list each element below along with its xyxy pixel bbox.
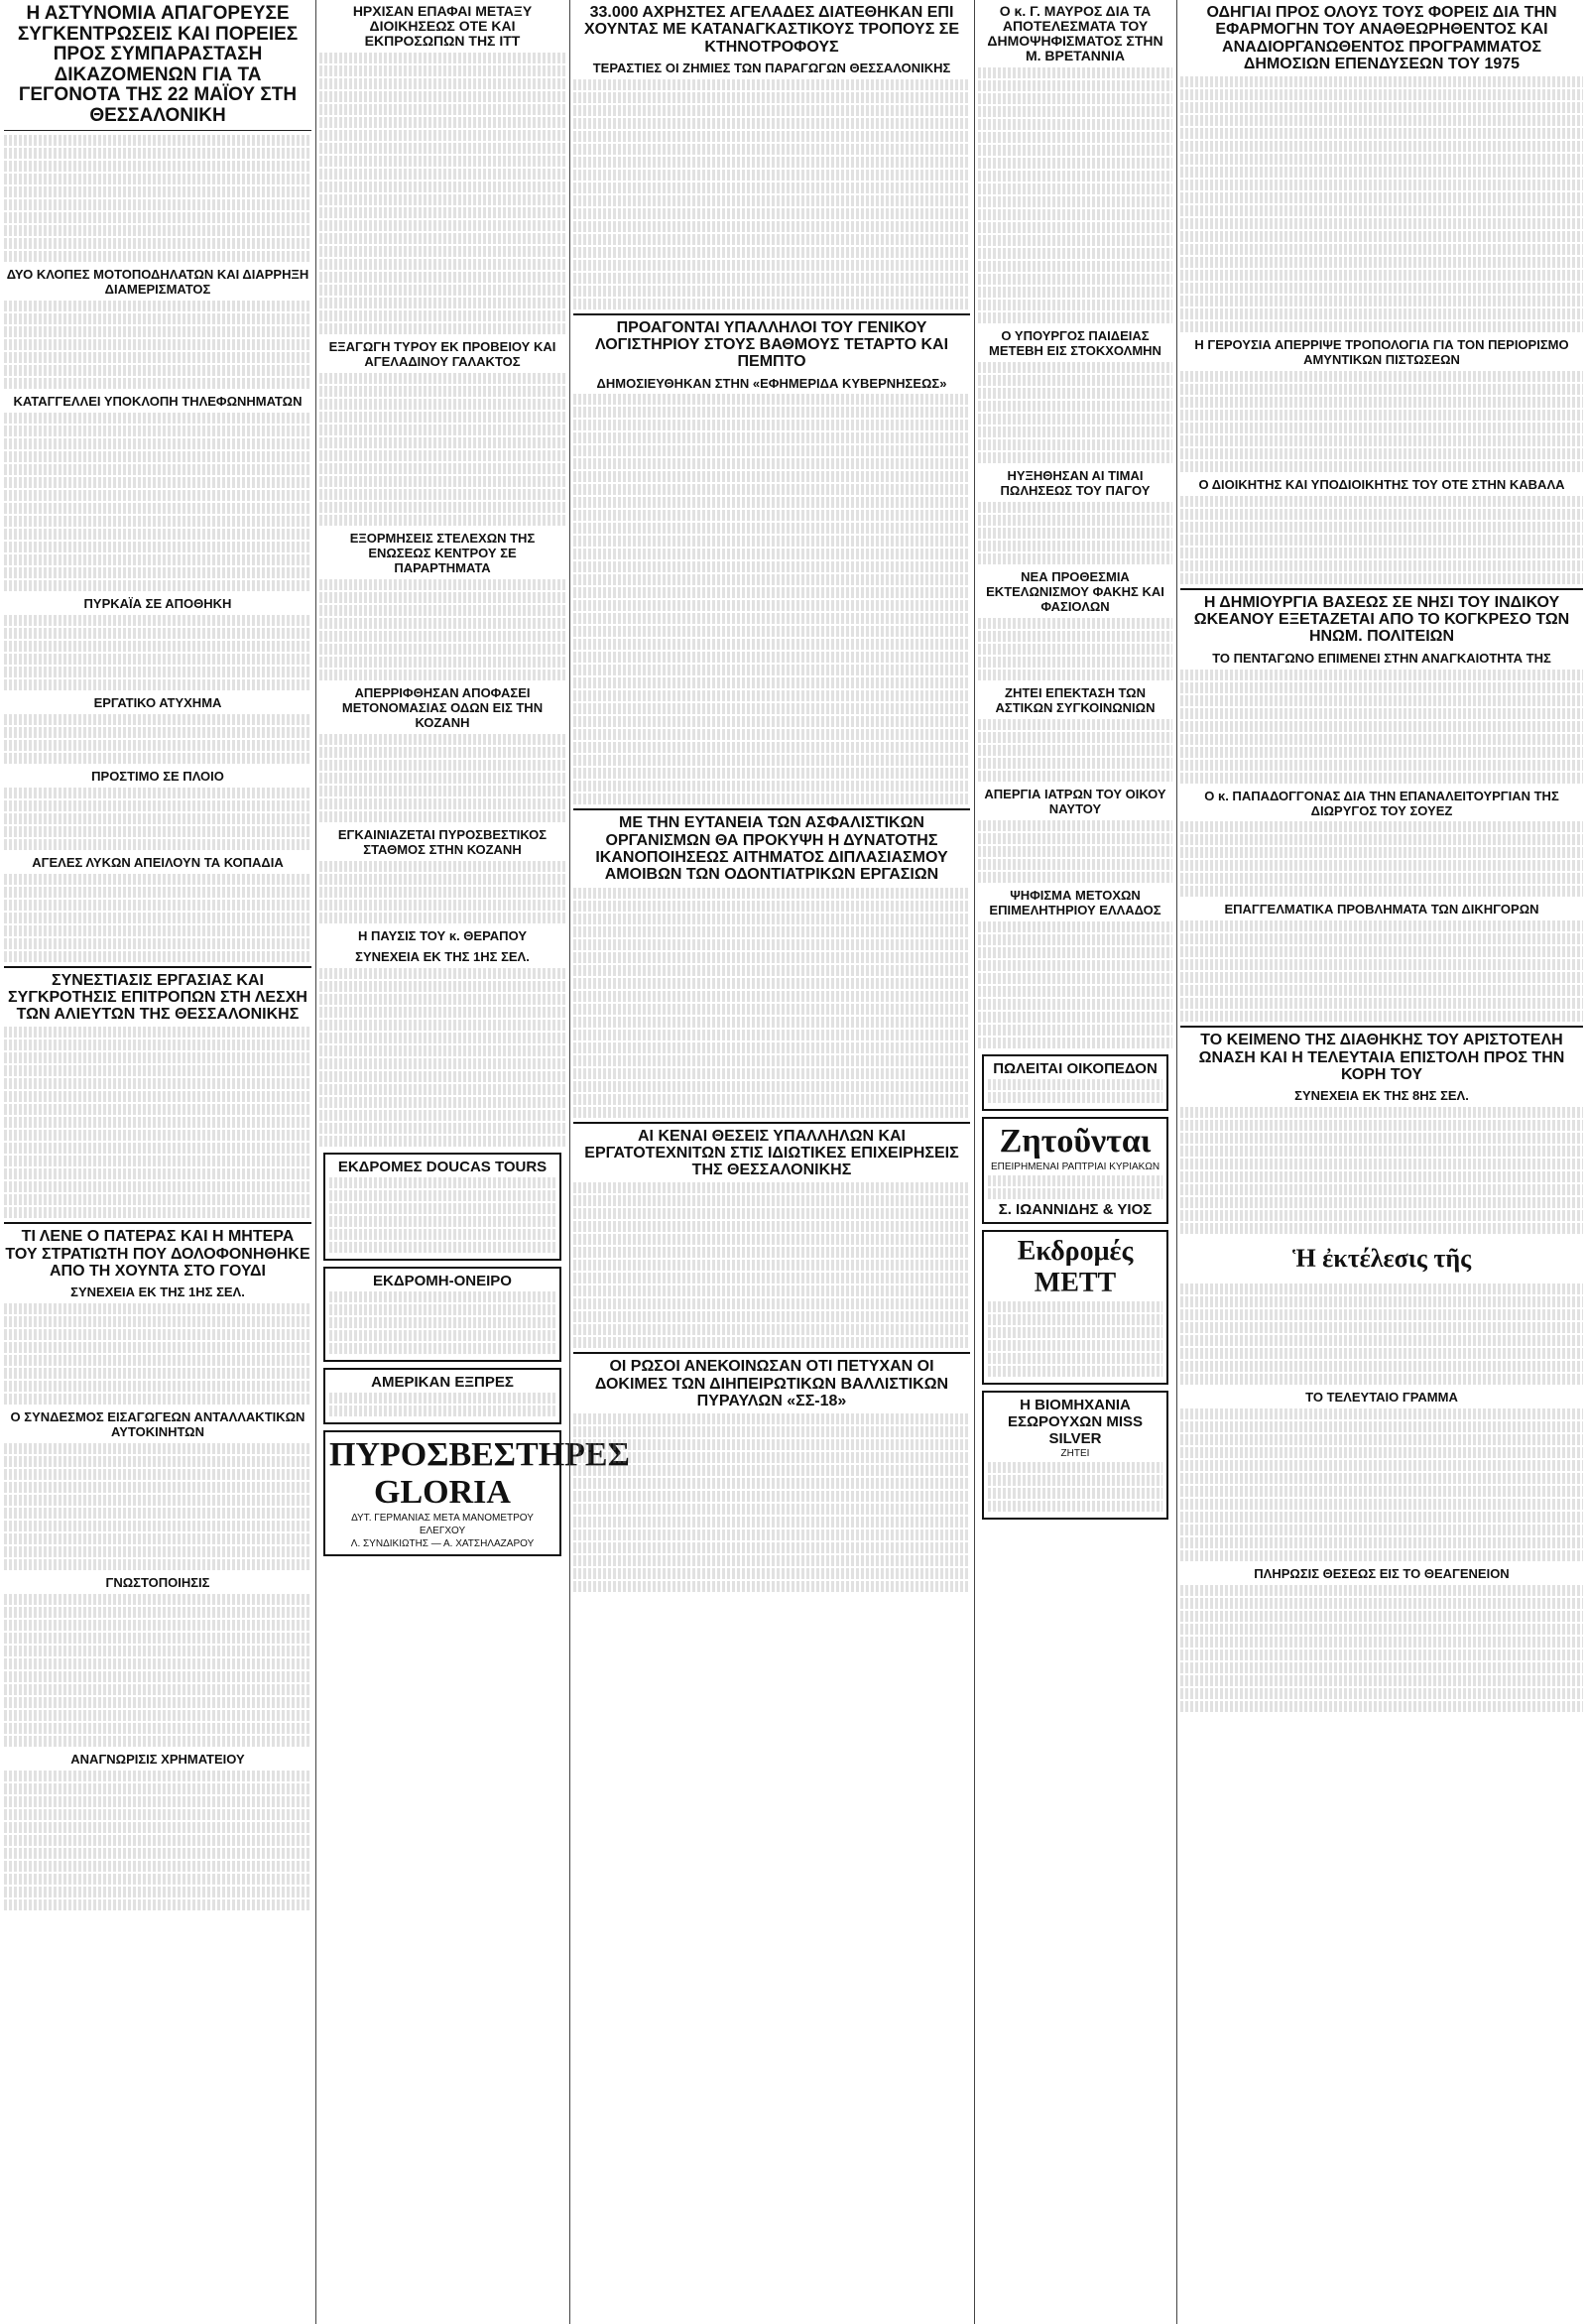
sub-moped-thefts: ΔΥΟ ΚΛΟΠΕΣ ΜΟΤΟΠΟΔΗΛΑΤΩΝ ΚΑΙ ΔΙΑΡΡΗΞΗ ΔΙΑΜΕΡΙΣΜΑΤΟΣ [6,267,309,298]
headline-investment-program: ΟΔΗΓΙΑΙ ΠΡΟΣ ΟΛΟΥΣ ΤΟΥΣ ΦΟΡΕΙΣ ΔΙΑ ΤΗΝ ΕΦΑΡΜΟΓΗΝ ΤΟΥ ΑΝΑΘΕΩΡΗΘΕΝΤΟΣ ΚΑΙ ΑΝΑΔΙΟΡΓΑΝΩΘΕΝΤΟΣ ΠΡΟΓΡΑΜΜΑΤΟΣ ΔΗΜΟΣΙΩΝ ΕΠΕΝΔΥΣΕΩΝ ΤΟΥ 1975 [1206,4,1557,72]
headline-vacancies: ΑΙ ΚΕΝΑΙ ΘΕΣΕΙΣ ΥΠΑΛΛΗΛΩΝ ΚΑΙ ΕΡΓΑΤΟΤΕΧΝΙΤΩΝ ΣΤΙΣ ΙΔΙΩΤΙΚΕΣ ΕΠΙΧΕΙΡΗΣΕΙΣ ΤΗΣ ΘΕΣΣΑΛΟΝΙΚΗΣ [584,1127,959,1179]
sub-lawyers: ΕΠΑΓΓΕΛΜΑΤΙΚΑ ΠΡΟΒΛΗΜΑΤΑ ΤΩΝ ΔΙΚΗΓΟΡΩΝ [1224,902,1539,917]
sub-last-letter: ΤΟ ΤΕΛΕΥΤΑΙΟ ΓΡΑΜΜΑ [1305,1390,1458,1406]
sub-union-centre: ΕΞΟΡΜΗΣΕΙΣ ΣΤΕΛΕΧΩΝ ΤΗΣ ΕΝΩΣΕΩΣ ΚΕΝΤΡΟΥ ΣΕ ΠΑΡΑΡΤΗΜΑΤΑ [349,531,536,576]
sub-gazette: ΔΗΜΟΣΙΕΥΘΗΚΑΝ ΣΤΗΝ «ΕΦΗΜΕΡΙΔΑ ΚΥΒΕΡΝΗΣΕΩΣ» [596,375,947,391]
headline-police-ban: Η ΑΣΤΥΝΟΜΙΑ ΑΠΑΓΟΡΕΥΣΕ ΣΥΓΚΕΝΤΡΩΣΕΙΣ ΚΑΙ ΠΟΡΕΙΕΣ ΠΡΟΣ ΣΥΜΠΑΡΑΣΤΑΣΗ ΔΙΚΑΖΟΜΕΝΩΝ ΓΙΑ ΤΑ ΓΕΓΟΝΟΤΑ ΤΗΣ 22 ΜΑΪΟΥ ΣΤΗ ΘΕΣΣΑΛΟΝΙΚΗ [17,3,299,126]
column-1 [4,0,311,2324]
ad-american-express: ΑΜΕΡΙΚΑΝ ΕΞΠΡΕΣ [323,1368,561,1424]
sub-warehouse-fire: ΠΥΡΚΑΪΑ ΣΕ ΑΠΟΘΗΚΗ [83,595,232,611]
sub-suez: Ο κ. ΠΑΠΑΔΟΓΓΟΝΑΣ ΔΙΑ ΤΗΝ ΕΠΑΝΑΛΕΙΤΟΥΡΓΙΑΝ ΤΗΣ ΔΙΩΡΥΓΟΣ ΤΟΥ ΣΟΥΕΖ [1204,788,1559,818]
ad-doucas-tours: ΕΚΔΡΟΜΕΣ DOUCAS TOURS [323,1153,561,1261]
continuation-label: ΣΥΝΕΧΕΙΑ ΕΚ ΤΗΣ 1ΗΣ ΣΕΛ. [70,1284,245,1300]
box-execution: Ἡ ἐκτέλεσις τῆς [1291,1244,1472,1274]
sub-education-minister: Ο ΥΠΟΥΡΓΟΣ ΠΑΙΔΕΙΑΣ ΜΕΤΕΒΗ ΕΙΣ ΣΤΟΚΧΟΛΜΗΝ [989,328,1161,359]
headline-soviet-missiles: ΟΙ ΡΩΣΟΙ ΑΝΕΚΟΙΝΩΣΑΝ ΟΤΙ ΠΕΤΥΧΑΝ ΟΙ ΔΟΚΙΜΕΣ ΤΩΝ ΔΙΗΠΕΙΡΩΤΙΚΩΝ ΒΑΛΛΙΣΤΙΚΩΝ ΠΥΡΑΥΛΩΝ «ΣΣ-18» [594,1358,949,1409]
headline-soldier-parents: ΤΙ ΛΕΝΕ Ο ΠΑΤΕΡΑΣ ΚΑΙ Η ΜΗΤΕΡΑ ΤΟΥ ΣΤΡΑΤΙΩΤΗ ΠΟΥ ΔΟΛΟΦΟΝΗΘΗΚΕ ΑΠΟ ΤΗ ΧΟΥΝΤΑ ΣΤΟ ΓΟΥΔΙ [5,1228,310,1280]
sub-fire-station: ΕΓΚΑΙΝΙΑΖΕΤΑΙ ΠΥΡΟΣΒΕΣΤΙΚΟΣ ΣΤΑΘΜΟΣ ΣΤΗΝ ΚΟΖΑΝΗ [337,826,548,857]
headline-ote-itt: ΗΡΧΙΣΑΝ ΕΠΑΦΑΙ ΜΕΤΑΞΥ ΔΙΟΙΚΗΣΕΩΣ ΟΤΕ ΚΑΙ ΕΚΠΡΟΣΩΠΩΝ ΤΗΣ ΙΤΤ [352,3,533,50]
continuation-label-5: ΣΥΝΕΧΕΙΑ ΕΚ ΤΗΣ 8ΗΣ ΣΕΛ. [1294,1088,1469,1104]
headline-accounting: ΠΡΟΑΓΟΝΤΑΙ ΥΠΑΛΛΗΛΟΙ ΤΟΥ ΓΕΝΙΚΟΥ ΛΟΓΙΣΤΗΡΙΟΥ ΣΤΟΥΣ ΒΑΘΜΟΥΣ ΤΕΤΑΡΤΟ ΚΑΙ ΠΕΜΠΤΟ [594,318,949,371]
headline-mavros: Ο κ. Γ. ΜΑΥΡΟΣ ΔΙΑ ΤΑ ΑΠΟΤΕΛΕΣΜΑΤΑ ΤΟΥ ΔΗΜΟΨΗΦΙΣΜΑΤΟΣ ΣΤΗΝ Μ. ΒΡΕΤΑΝΝΙΑ [987,3,1163,64]
sub-ship-fine: ΠΡΟΣΤΙΜΟ ΣΕ ΠΛΟΙΟ [91,768,224,784]
ad-wanted: Ζητοῦνται ΕΠΕΙΡΗΜΕΝΑΙ ΡΑΠΤΡΙΑΙ ΚΥΡΙΑΚΩΝ Σ. ΙΩΑΝΝΙΔΗΣ & ΥΙΟΣ [982,1117,1168,1224]
sub-customs-deadline: ΝΕΑ ΠΡΟΘΕΣΜΙΑ ΕΚΤΕΛΩΝΙΣΜΟΥ ΦΑΚΗΣ ΚΑΙ ΦΑΣΙΟΛΩΝ [986,569,1164,615]
column-5 [1180,0,1583,2324]
headline-fishermen-club: ΣΥΝΕΣΤΙΑΣΙΣ ΕΡΓΑΣΙΑΣ ΚΑΙ ΣΥΓΚΡΟΤΗΣΙΣ ΕΠΙΤΡΟΠΩΝ ΣΤΗ ΛΕΣΧΗ ΤΩΝ ΑΛΙΕΥΤΩΝ ΤΗΣ ΘΕΣΣΑΛΟΝΙΚΗΣ [8,971,307,1024]
headline-cows: 33.000 ΑΧΡΗΣΤΕΣ ΑΓΕΛΑΔΕΣ ΔΙΑΤΕΘΗΚΑΝ ΕΠΙ ΧΟΥΝΤΑΣ ΜΕ ΚΑΤΑΝΑΓΚΑΣΤΙΚΟΥΣ ΤΡΟΠΟΥΣ ΣΕ ΚΤΗΝΟΤΡΟΦΟΥΣ [583,4,960,56]
sub-stock-exchange: ΑΝΑΓΝΩΡΙΣΙΣ ΧΡΗΜΑΤΕΙΟΥ [70,1752,245,1767]
sub-doctors-strike: ΑΠΕΡΓΙΑ ΙΑΤΡΩΝ ΤΟΥ ΟΙΚΟΥ ΝΑΥΤΟΥ [984,786,1166,816]
sub-phone-tapping: ΚΑΤΑΓΓΕΛΛΕΙ ΥΠΟΚΛΟΠΗ ΤΗΛΕΦΩΝΗΜΑΤΩΝ [13,393,303,409]
sub-chamber-resolution: ΨΗΦΙΣΜΑ ΜΕΤΟΧΩΝ ΕΠΙΜΕΛΗΤΗΡΙΟΥ ΕΛΛΑΔΟΣ [989,887,1161,917]
continuation-label-2: ΣΥΝΕΧΕΙΑ ΕΚ ΤΗΣ 1ΗΣ ΣΕΛ. [355,948,530,964]
sub-pentagon: ΤΟ ΠΕΝΤΑΓΩΝΟ ΕΠΙΜΕΝΕΙ ΣΤΗΝ ΑΝΑΓΚΑΙΟΤΗΤΑ ΤΗΣ [1212,650,1551,666]
column-3 [573,0,970,2324]
sub-transport: ΖΗΤΕΙ ΕΠΕΚΤΑΣΗ ΤΩΝ ΑΣΤΙΚΩΝ ΣΥΓΚΟΙΝΩΝΙΩΝ [995,685,1156,715]
headline-onassis-will: ΤΟ ΚΕΙΜΕΝΟ ΤΗΣ ΔΙΑΘΗΚΗΣ ΤΟΥ ΑΡΙΣΤΟΤΕΛΗ ΩΝΑΣΗ ΚΑΙ Η ΤΕΛΕΥΤΑΙΑ ΕΠΙΣΤΟΛΗ ΠΡΟΣ ΤΗΝ ΚΟΡΗ ΤΟΥ [1198,1032,1565,1083]
ad-plot-for-sale: ΠΩΛΕΙΤΑΙ ΟΙΚΟΠΕΔΟΝ [982,1054,1168,1111]
sub-cheese-export: ΕΞΑΓΩΓΗ ΤΥΡΟΥ ΕΚ ΠΡΟΒΕΙΟΥ ΚΑΙ ΑΓΕΛΑΔΙΝΟΥ ΓΑΛΑΚΤΟΣ [328,339,556,370]
column-4 [978,0,1172,2324]
sub-theageneio: ΠΛΗΡΩΣΙΣ ΘΕΣΕΩΣ ΕΙΣ ΤΟ ΘΕΑΓΕΝΕΙΟΝ [1254,1566,1510,1582]
ad-dream-trip: ΕΚΔΡΟΜΗ-ΟΝΕΙΡΟ [323,1267,561,1362]
column-2 [319,0,630,2324]
sub-therapos: Η ΠΑΥΣΙΣ ΤΟΥ κ. ΘΕΡΑΠΟΥ [358,927,527,943]
sub-importers-association: Ο ΣΥΝΔΕΣΜΟΣ ΕΙΣΑΓΩΓΕΩΝ ΑΝΤΑΛΛΑΚΤΙΚΩΝ ΑΥΤΟΚΙΝΗΤΩΝ [10,1409,305,1440]
sub-senate: Η ΓΕΡΟΥΣΙΑ ΑΠΕΡΡΙΨΕ ΤΡΟΠΟΛΟΓΙΑ ΓΙΑ ΤΟΝ ΠΕΡΙΟΡΙΣΜΟ ΑΜΥΝΤΙΚΩΝ ΠΙΣΤΩΣΕΩΝ [1194,337,1569,367]
sub-work-accident: ΕΡΓΑΤΙΚΟ ΑΤΥΧΗΜΑ [93,694,222,710]
headline-insurance: ΜΕ ΤΗΝ ΕΥΤΑΝΕΙΑ ΤΩΝ ΑΣΦΑΛΙΣΤΙΚΩΝ ΟΡΓΑΝΙΣΜΩΝ ΘΑ ΠΡΟΚΥΨΗ Η ΔΥΝΑΤΟΤΗΣ ΙΚΑΝΟΠΟΙΗΣΕΩΣ ΑΙΤΗΜΑΤΟΣ ΔΙΠΛΑΣΙΑΣΜΟΥ ΑΜΟΙΒΩΝ ΤΩΝ ΟΔΟΝΤΙΑΤΡΙΚΩΝ ΕΡΓΑΣΙΩΝ [595,814,948,884]
ad-gloria: ΠΥΡΟΣΒΕΣΤΗΡΕΣ GLORIA ΔΥΤ. ΓΕΡΜΑΝΙΑΣ ΜΕΤΑ ΜΑΝΟΜΕΤΡΟΥ ΕΛΕΓΧΟΥ Λ. ΣΥΝΔΙΚΙΩΤΗΣ — Α. ΧΑΤΣΗΛΑΖΑΡΟΥ [323,1430,561,1556]
sub-losses: ΤΕΡΑΣΤΙΕΣ ΟΙ ΖΗΜΙΕΣ ΤΩΝ ΠΑΡΑΓΩΓΩΝ ΘΕΣΣΑΛΟΝΙΚΗΣ [592,60,951,75]
sub-notice: ΓΝΩΣΤΟΠΟΙΗΣΙΣ [105,1575,210,1591]
headline-indian-ocean: Η ΔΗΜΙΟΥΡΓΙΑ ΒΑΣΕΩΣ ΣΕ ΝΗΣΙ ΤΟΥ ΙΝΔΙΚΟΥ ΩΚΕΑΝΟΥ ΕΞΕΤΑΖΕΤΑΙ ΑΠΟ ΤΟ ΚΟΓΚΡΕΣΟ ΤΩΝ ΗΝΩΜ. ΠΟΛΙΤΕΙΩΝ [1193,593,1570,646]
sub-ice-prices: ΗΥΞΗΘΗΣΑΝ ΑΙ ΤΙΜΑΙ ΠΩΛΗΣΕΩΣ ΤΟΥ ΠΑΓΟΥ [1000,468,1151,499]
ad-miss-silver: Η ΒΙΟΜΗΧΑΝΙΑ ΕΣΩΡΟΥΧΩΝ MISS SILVER ΖΗΤΕΙ [982,1391,1168,1520]
sub-ote-kavala: Ο ΔΙΟΙΚΗΤΗΣ ΚΑΙ ΥΠΟΔΙΟΙΚΗΤΗΣ ΤΟΥ ΟΤΕ ΣΤΗΝ ΚΑΒΑΛΑ [1198,476,1565,492]
sub-street-names: ΑΠΕΡΡΙΦΘΗΣΑΝ ΑΠΟΦΑΣΕΙ ΜΕΤΟΝΟΜΑΣΙΑΣ ΟΔΩΝ ΕΙΣ ΤΗΝ ΚΟΖΑΝΗ [341,685,544,730]
ad-mett: Εκδρομές ΜΕΤΤ [982,1230,1168,1385]
sub-wolves: ΑΓΕΛΕΣ ΛΥΚΩΝ ΑΠΕΙΛΟΥΝ ΤΑ ΚΟΠΑΔΙΑ [32,854,284,870]
